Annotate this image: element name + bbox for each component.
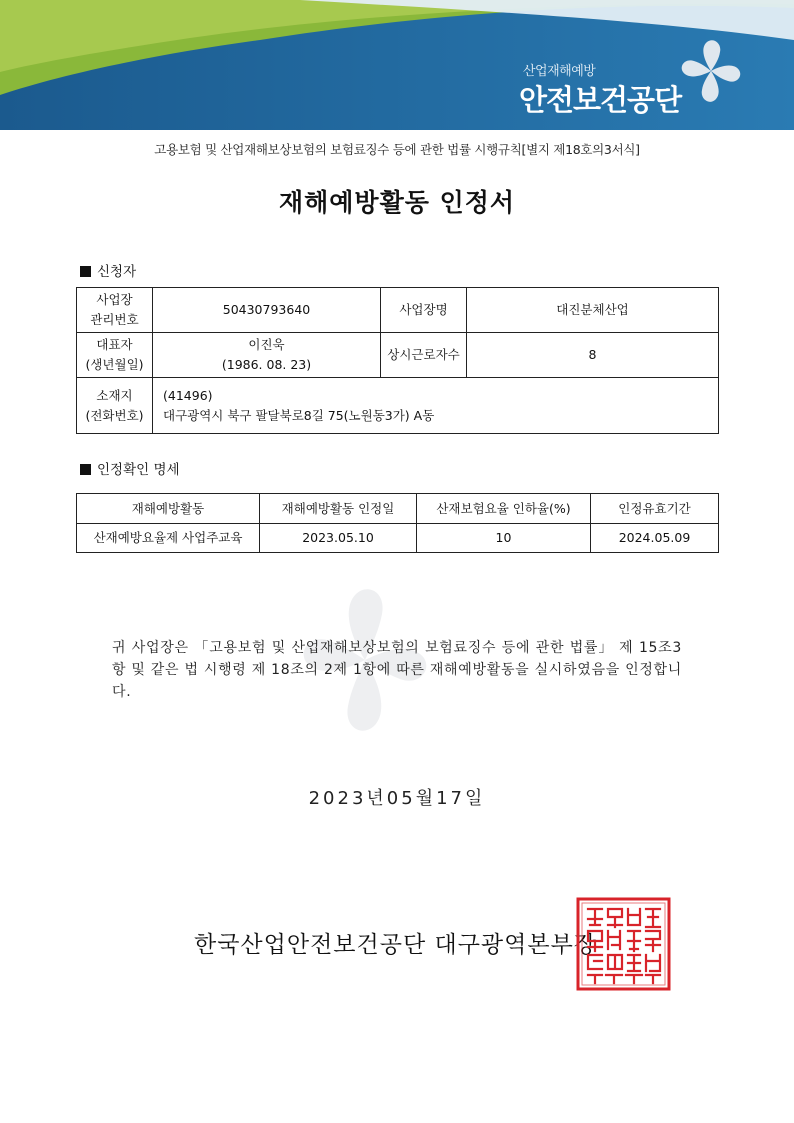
applicant-table — [76, 287, 719, 434]
representative-value: 이진욱 (1986. 08. 23) — [153, 333, 381, 378]
issuer-name: 한국산업안전보건공단 대구광역본부장 — [194, 932, 598, 958]
representative-label: 대표자 (생년월일) — [77, 333, 153, 378]
header-activity: 재해예방활동 — [77, 494, 260, 524]
cell-valid-until: 2024.05.09 — [591, 524, 719, 553]
certification-statement: 귀 사업장은 「고용보험 및 산업재해보상보험의 보험료징수 등에 관한 법률」 제 15조3항 및 같은 법 시행령 제 18조의 2제 1항에 따른 재해예방활동을 실시하였음을 인정합니다. — [112, 640, 682, 700]
cell-activity: 산재예방요율제 사업주교육 — [77, 524, 260, 553]
address-label: 소재지 (전화번호) — [77, 378, 153, 434]
address-value: (41496) 대구광역시 북구 팔달북로8길 75(노원동3가) A동 — [153, 378, 719, 434]
header-rate-reduction: 산재보험요율 인하율(%) — [417, 494, 591, 524]
square-bullet-icon — [80, 266, 91, 277]
cell-cert-date: 2023.05.10 — [260, 524, 417, 553]
header-cert-date: 재해예방활동 인정일 — [260, 494, 417, 524]
kosha-logo-icon — [676, 38, 746, 104]
issue-date: 2023년05월17일 — [308, 788, 486, 809]
workers-label: 상시근로자수 — [381, 333, 467, 378]
company-name-value: 대진분체산업 — [467, 288, 719, 333]
section-certification-heading: 인정확인 명세 — [80, 458, 180, 478]
form-reference: 고용보험 및 산업재해보상보험의 보험료징수 등에 관한 법률 시행규칙[별지 제18호의3서식] — [154, 142, 640, 157]
org-subtitle: 산업재해예방 — [523, 64, 596, 79]
org-name: 안전보건공단 — [519, 83, 682, 117]
document-title: 재해예방활동 인정서 — [278, 188, 516, 217]
header-valid-until: 인정유효기간 — [591, 494, 719, 524]
company-name-label: 사업장명 — [381, 288, 467, 333]
square-bullet-icon — [80, 464, 91, 475]
workers-value: 8 — [467, 333, 719, 378]
certification-table — [76, 493, 719, 553]
reg-no-value: 50430793640 — [153, 288, 381, 333]
reg-no-label: 사업장 관리번호 — [77, 288, 153, 333]
official-seal-stamp — [576, 897, 671, 991]
cell-rate-reduction: 10 — [417, 524, 591, 553]
section-applicant-heading: 신청자 — [80, 260, 136, 280]
